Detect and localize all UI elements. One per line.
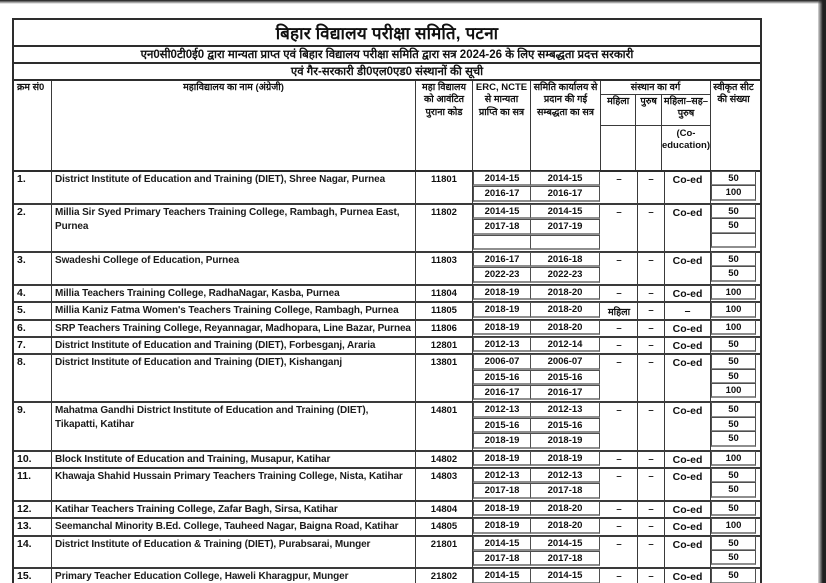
cell-college-name: Khawaja Shahid Hussain Primary Teachers Training College, Nista, Katihar: [52, 469, 416, 500]
cell-coed: Co-ed: [665, 205, 711, 251]
session-subrow: [473, 519, 601, 534]
cell-serial: 13.: [14, 519, 52, 534]
seat-box: [711, 233, 756, 248]
seat-box: 50: [711, 536, 756, 551]
cell-female: –: [601, 286, 638, 301]
session-box-erc: 2015-16: [473, 370, 531, 385]
cell-sessions: [473, 355, 601, 401]
cell-serial: 8.: [14, 355, 52, 401]
cell-old-code: 14802: [416, 452, 473, 467]
session-subrow: [473, 419, 601, 434]
session-subrow: [473, 403, 601, 418]
cell-college-name: District Institute of Education and Training (DIET), Forbesganj, Araria: [52, 338, 416, 353]
cell-serial: 12.: [14, 502, 52, 517]
cell-male: –: [638, 205, 665, 251]
table-row: [14, 205, 760, 253]
session-box-affiliation: 2017-18: [530, 551, 600, 566]
col-header-coed-wrap: [662, 95, 710, 170]
session-box-erc: 2014-15: [473, 568, 531, 583]
cell-college-name: District Institute of Education and Training (DIET), Kishanganj: [52, 355, 416, 401]
session-box-affiliation: [530, 235, 600, 250]
cell-seats: [711, 519, 756, 534]
page-title: बिहार विद्यालय परीक्षा समिति, पटना: [12, 18, 762, 47]
cell-coed: Co-ed: [665, 253, 711, 284]
session-box-affiliation: 2017-19: [530, 219, 600, 234]
session-box-affiliation: 2017-18: [530, 483, 600, 498]
seat-box: 100: [711, 302, 756, 317]
cell-male: –: [638, 569, 665, 583]
session-box-affiliation: 2018-20: [530, 302, 600, 317]
session-subrow: [473, 205, 601, 220]
cell-seats: [711, 469, 756, 500]
cell-old-code: 14804: [416, 502, 473, 517]
cell-coed: Co-ed: [665, 321, 711, 336]
cell-male: –: [638, 355, 665, 401]
col-header-male-wrap: [636, 95, 662, 170]
cell-male: –: [638, 519, 665, 534]
col-header-coed: महिला–सह–पुरुष: [662, 95, 710, 126]
seat-box: 50: [711, 568, 756, 583]
col-header-coed-english: (Co-education): [661, 128, 710, 152]
table-row: [14, 519, 760, 536]
session-box-erc: 2017-18: [473, 219, 531, 234]
cell-female: –: [601, 355, 638, 401]
seat-box: 50: [711, 252, 756, 267]
session-box-affiliation: 2015-16: [530, 370, 600, 385]
cell-female: –: [601, 519, 638, 534]
session-subrow: [473, 220, 601, 235]
seat-box: 100: [711, 383, 756, 398]
seat-box: 50: [711, 468, 756, 483]
table-row: [14, 502, 760, 519]
cell-sessions: [473, 537, 601, 568]
seat-box: 50: [711, 482, 756, 497]
session-subrow: [473, 537, 601, 552]
table-row: [14, 253, 760, 286]
seat-box: 50: [711, 431, 756, 446]
cell-seats: [711, 338, 756, 353]
cell-college-name: Millia Kaniz Fatma Women's Teachers Training College, Rambagh, Purnea: [52, 303, 416, 318]
session-box-affiliation: 2012-13: [530, 402, 600, 417]
table-row: [14, 403, 760, 451]
cell-college-name: District Institute of Education & Training (DIET), Purabsarai, Munger: [52, 537, 416, 568]
table-row: [14, 286, 760, 303]
seat-box: 50: [711, 218, 756, 233]
cell-serial: 5.: [14, 303, 52, 318]
cell-serial: 15.: [14, 569, 52, 583]
cell-sessions: [473, 338, 601, 353]
cell-college-name: Millia Teachers Training College, RadhaNagar, Kasba, Purnea: [52, 286, 416, 301]
session-box-erc: 2018-19: [473, 320, 531, 335]
table-row: [14, 321, 760, 338]
cell-female: –: [601, 321, 638, 336]
seat-box: 50: [711, 550, 756, 565]
seat-box: 50: [711, 266, 756, 281]
session-box-erc: 2017-18: [473, 551, 531, 566]
cell-female: –: [601, 569, 638, 583]
seat-box: 50: [711, 501, 756, 516]
cell-seats: [711, 355, 756, 401]
cell-old-code: 11806: [416, 321, 473, 336]
session-box-affiliation: 2018-20: [530, 501, 600, 516]
session-subrow: [473, 452, 601, 467]
scan-edge-top: [0, 0, 826, 4]
session-subrow: [473, 484, 601, 499]
cell-serial: 1.: [14, 172, 52, 203]
session-box-erc: [473, 235, 531, 250]
session-subrow: [473, 371, 601, 386]
cell-female: –: [601, 205, 638, 251]
col-header-old-code: महा विद्यालय को आवंटित पुराना कोड: [416, 81, 473, 170]
cell-coed: Co-ed: [665, 452, 711, 467]
cell-college-name: Millia Sir Syed Primary Teachers Training College, Rambagh, Purnea East, Purnea: [52, 205, 416, 251]
session-box-erc: 2016-17: [473, 186, 531, 201]
session-box-affiliation: 2022-23: [530, 267, 600, 282]
cell-female: –: [601, 537, 638, 568]
session-box-erc: 2018-19: [473, 518, 531, 533]
col-header-name: महाविद्यालय का नाम (अंग्रेजी): [52, 81, 416, 170]
cell-female: –: [601, 502, 638, 517]
session-box-affiliation: 2018-20: [530, 518, 600, 533]
session-subrow: [473, 386, 601, 401]
session-box-erc: 2014-15: [473, 171, 531, 186]
col-header-approved-seats: स्वीकृत सीट की संख्या: [713, 82, 754, 106]
cell-coed: Co-ed: [665, 502, 711, 517]
cell-old-code: 14805: [416, 519, 473, 534]
session-subrow: [473, 552, 601, 567]
cell-sessions: [473, 403, 601, 449]
cell-old-code: 11801: [416, 172, 473, 203]
table-row: [14, 569, 760, 583]
cell-sessions: [473, 569, 601, 583]
cell-male: –: [638, 321, 665, 336]
cell-college-name: Katihar Teachers Training College, Zafar Bagh, Sirsa, Katihar: [52, 502, 416, 517]
seat-box: 100: [711, 518, 756, 533]
cell-old-code: 11805: [416, 303, 473, 318]
cell-sessions: [473, 519, 601, 534]
cell-female: –: [601, 469, 638, 500]
cell-old-code: 14803: [416, 469, 473, 500]
session-subrow: [473, 253, 601, 268]
session-box-affiliation: 2014-15: [530, 536, 600, 551]
session-box-erc: 2015-16: [473, 418, 531, 433]
cell-male: –: [638, 502, 665, 517]
session-box-erc: 2018-19: [473, 501, 531, 516]
cell-male: –: [638, 286, 665, 301]
col-header-male: पुरुष: [636, 95, 661, 126]
cell-college-name: District Institute of Education and Training (DIET), Shree Nagar, Purnea: [52, 172, 416, 203]
col-header-female: महिला: [601, 95, 635, 126]
session-subrow: [473, 569, 601, 583]
cell-college-name: SRP Teachers Training College, Reyannagar, Madhopara, Line Bazar, Purnea: [52, 321, 416, 336]
session-subrow: [473, 469, 601, 484]
cell-coed: Co-ed: [665, 338, 711, 353]
session-subrow: [473, 236, 601, 251]
session-box-erc: 2017-18: [473, 483, 531, 498]
cell-coed: Co-ed: [665, 355, 711, 401]
session-box-erc: 2022-23: [473, 267, 531, 282]
session-box-erc: 2018-19: [473, 285, 531, 300]
table-row: [14, 452, 760, 469]
cell-serial: 14.: [14, 537, 52, 568]
table-row: [14, 537, 760, 570]
cell-male: –: [638, 338, 665, 353]
cell-coed: Co-ed: [665, 537, 711, 568]
cell-male: –: [638, 253, 665, 284]
seat-box: 50: [711, 337, 756, 352]
session-box-erc: 2012-13: [473, 402, 531, 417]
seat-box: 50: [711, 369, 756, 384]
col-header-institution-category-group: [601, 81, 711, 170]
session-box-affiliation: 2014-15: [530, 171, 600, 186]
seat-box: 50: [711, 402, 756, 417]
document-table: [12, 18, 762, 583]
cell-seats: [711, 172, 756, 203]
session-box-erc: 2014-15: [473, 204, 531, 219]
session-box-affiliation: 2016-18: [530, 252, 600, 267]
cell-seats: [711, 286, 756, 301]
table-row: [14, 303, 760, 320]
session-box-erc: 2006-07: [473, 354, 531, 369]
session-subrow: [473, 303, 601, 318]
session-subrow: [473, 321, 601, 336]
cell-coed: Co-ed: [665, 469, 711, 500]
subtitle-line-1: एन0सी0टी0ई0 द्वारा मान्यता प्राप्त एवं बिहार विद्यालय परीक्षा समिति द्वारा सत्र 2024-26 के लिए सम्बद्धता प्रदत्त सरकारी: [12, 47, 762, 64]
session-box-affiliation: 2016-17: [530, 186, 600, 201]
cell-female: –: [601, 338, 638, 353]
cell-seats: [711, 321, 756, 336]
cell-sessions: [473, 253, 601, 284]
session-box-affiliation: 2012-13: [530, 468, 600, 483]
session-box-erc: 2016-17: [473, 385, 531, 400]
cell-seats: [711, 502, 756, 517]
cell-female: –: [601, 452, 638, 467]
cell-seats: [711, 403, 756, 449]
subtitle-line-2: एवं गैर-सरकारी डी0एल0एड0 संस्थानों की सूची: [12, 64, 762, 81]
cell-college-name: Block Institute of Education and Training, Musapur, Katihar: [52, 452, 416, 467]
session-box-affiliation: 2012-14: [530, 337, 600, 352]
session-box-affiliation: 2015-16: [530, 418, 600, 433]
cell-seats: [711, 452, 756, 467]
cell-male: –: [638, 537, 665, 568]
cell-seats: [711, 569, 756, 583]
col-header-erc-session: ERC, NCTE से मान्यता प्राप्ति का सत्र: [473, 81, 531, 170]
seat-box: 100: [711, 320, 756, 335]
session-subrow: [473, 172, 601, 187]
cell-college-name: Mahatma Gandhi District Institute of Education and Training (DIET), Tikapatti, Katihar: [52, 403, 416, 449]
session-subrow: [473, 434, 601, 449]
cell-male: –: [638, 469, 665, 500]
table-row: [14, 338, 760, 355]
cell-college-name: Swadeshi College of Education, Purnea: [52, 253, 416, 284]
table-header-row: [12, 81, 762, 172]
cell-old-code: 11802: [416, 205, 473, 251]
cell-old-code: 14801: [416, 403, 473, 449]
cell-coed: Co-ed: [665, 403, 711, 449]
session-subrow: [473, 338, 601, 353]
session-box-affiliation: 2018-20: [530, 285, 600, 300]
seat-box: 50: [711, 417, 756, 432]
session-box-affiliation: 2018-20: [530, 320, 600, 335]
col-header-institution-category: संस्थान का वर्ग: [601, 81, 710, 95]
cell-serial: 3.: [14, 253, 52, 284]
col-header-affiliation-session: समिति कार्यालय से प्रदान की गई सम्बद्धता का सत्र: [531, 81, 601, 170]
cell-coed: Co-ed: [665, 519, 711, 534]
seat-box: 100: [711, 451, 756, 466]
cell-old-code: 11804: [416, 286, 473, 301]
cell-sessions: [473, 502, 601, 517]
session-box-affiliation: 2018-19: [530, 433, 600, 448]
cell-seats: [711, 537, 756, 568]
cell-male: –: [638, 303, 665, 318]
cell-college-name: Primary Teacher Education College, Haweli Kharagpur, Munger: [52, 569, 416, 583]
cell-old-code: 11803: [416, 253, 473, 284]
cell-female: –: [601, 403, 638, 449]
table-row: [14, 469, 760, 502]
cell-coed: Co-ed: [665, 286, 711, 301]
cell-sessions: [473, 452, 601, 467]
session-box-erc: 2016-17: [473, 252, 531, 267]
cell-female: –: [601, 253, 638, 284]
cell-male: –: [638, 172, 665, 203]
session-box-affiliation: 2018-19: [530, 451, 600, 466]
cell-serial: 6.: [14, 321, 52, 336]
cell-coed: Co-ed: [665, 172, 711, 203]
session-box-erc: 2018-19: [473, 302, 531, 317]
cell-sessions: [473, 303, 601, 318]
col-header-serial: क्रम सं0: [14, 81, 52, 170]
cell-coed: Co-ed: [665, 569, 711, 583]
table-row: [14, 355, 760, 403]
seat-box: 50: [711, 204, 756, 219]
cell-sessions: [473, 205, 601, 251]
cell-male: –: [638, 403, 665, 449]
seat-box: 100: [711, 285, 756, 300]
seat-box: 50: [711, 171, 756, 186]
seat-box: 100: [711, 185, 756, 200]
cell-seats: [711, 205, 756, 251]
session-subrow: [473, 502, 601, 517]
cell-sessions: [473, 286, 601, 301]
cell-serial: 4.: [14, 286, 52, 301]
session-subrow: [473, 286, 601, 301]
cell-serial: 10.: [14, 452, 52, 467]
session-box-erc: 2018-19: [473, 451, 531, 466]
cell-female: महिला: [601, 303, 638, 318]
cell-old-code: 13801: [416, 355, 473, 401]
session-box-erc: 2012-13: [473, 468, 531, 483]
cell-serial: 9.: [14, 403, 52, 449]
col-header-female-wrap: [601, 95, 636, 170]
session-box-erc: 2014-15: [473, 536, 531, 551]
cell-serial: 2.: [14, 205, 52, 251]
session-box-affiliation: 2016-17: [530, 385, 600, 400]
cell-sessions: [473, 469, 601, 500]
table-row: [14, 172, 760, 205]
cell-seats: [711, 253, 756, 284]
session-subrow: [473, 268, 601, 283]
cell-female: –: [601, 172, 638, 203]
session-subrow: [473, 187, 601, 202]
cell-male: –: [638, 452, 665, 467]
cell-sessions: [473, 321, 601, 336]
session-subrow: [473, 355, 601, 370]
seat-box: 50: [711, 354, 756, 369]
session-box-affiliation: 2006-07: [530, 354, 600, 369]
cell-coed: –: [665, 303, 711, 318]
session-box-erc: 2018-19: [473, 433, 531, 448]
cell-college-name: Seemanchal Minority B.Ed. College, Tauheed Nagar, Baigna Road, Katihar: [52, 519, 416, 534]
cell-old-code: 12801: [416, 338, 473, 353]
session-box-affiliation: 2014-15: [530, 204, 600, 219]
cell-old-code: 21802: [416, 569, 473, 583]
session-box-affiliation: 2014-15: [530, 568, 600, 583]
cell-sessions: [473, 172, 601, 203]
cell-serial: 7.: [14, 338, 52, 353]
scan-edge-right: [818, 0, 826, 583]
session-box-erc: 2012-13: [473, 337, 531, 352]
cell-old-code: 21801: [416, 537, 473, 568]
cell-serial: 11.: [14, 469, 52, 500]
cell-seats: [711, 303, 756, 318]
table-body: [12, 172, 762, 583]
